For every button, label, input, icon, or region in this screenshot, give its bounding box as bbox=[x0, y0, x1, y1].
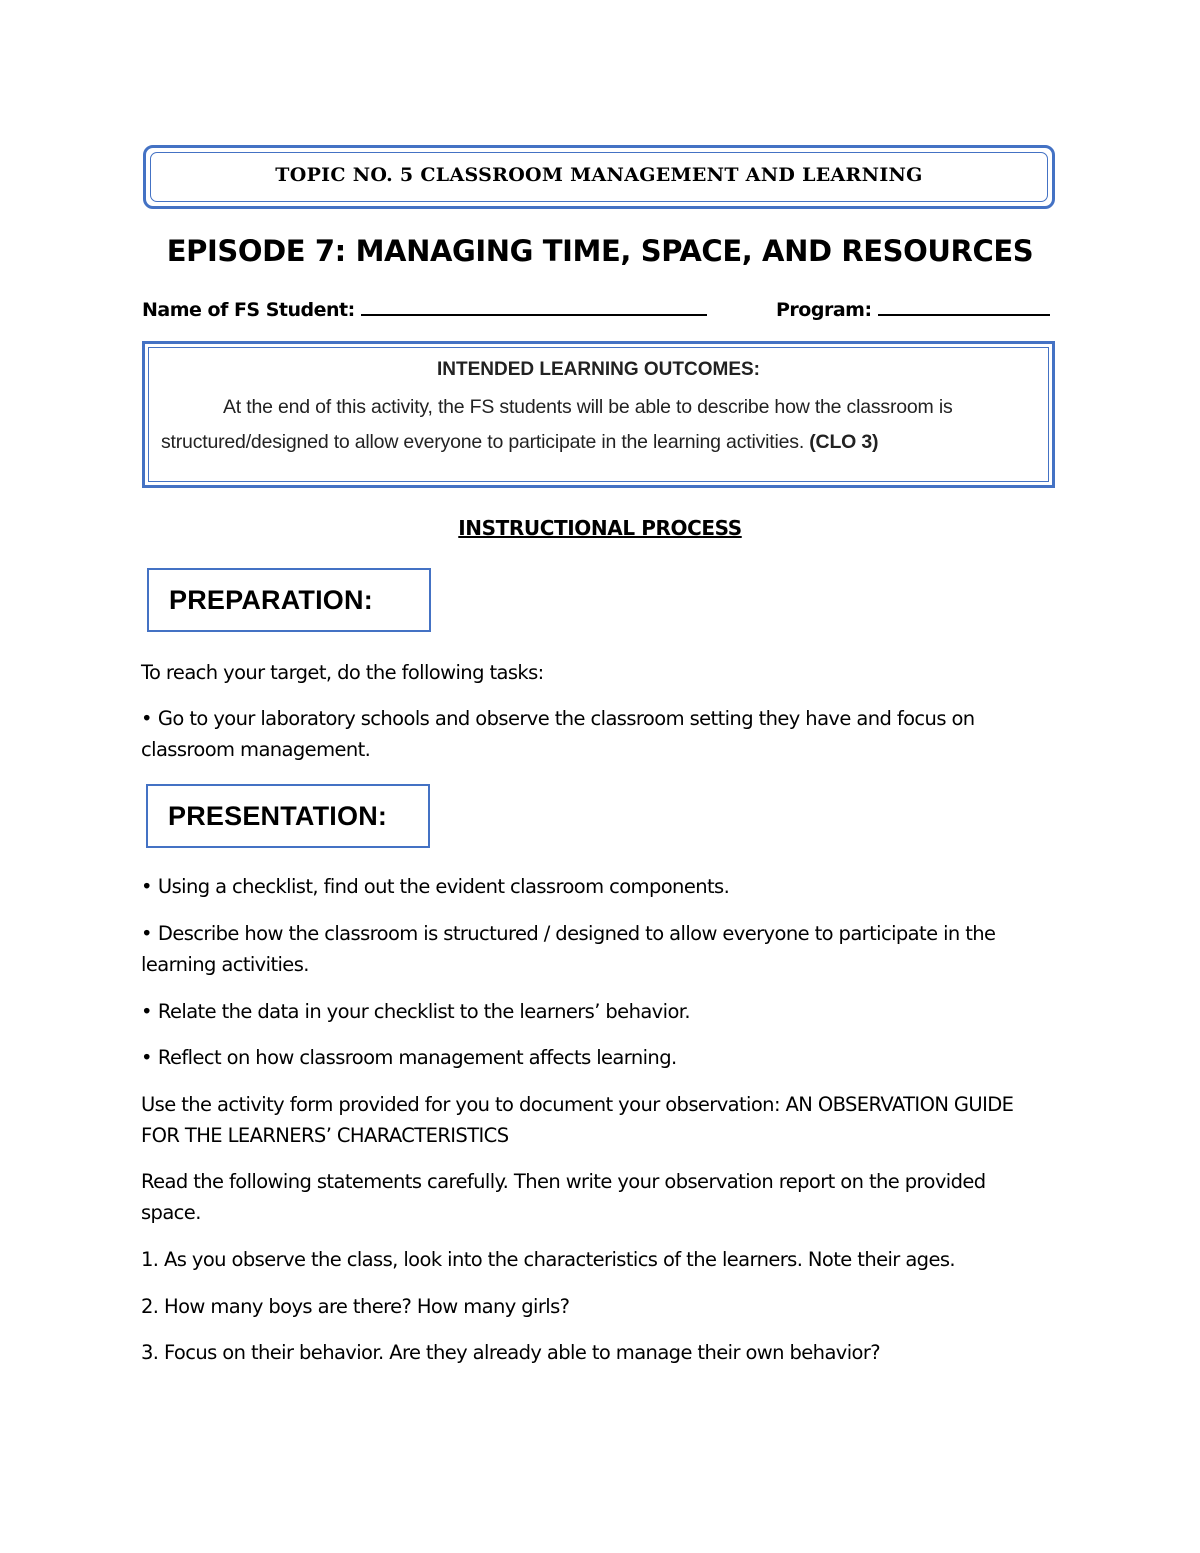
student-name-blank[interactable] bbox=[361, 296, 707, 316]
learning-outcomes-line-1: At the end of this activity, the FS students will be able to describe how the classroom is bbox=[223, 396, 953, 418]
topic-banner bbox=[143, 145, 1055, 209]
presentation-box bbox=[146, 784, 430, 848]
activity-form-line-2: FOR THE LEARNERS’ CHARACTERISTICS bbox=[141, 1124, 509, 1147]
read-statements-line-1: Read the following statements carefully. Then write your observation report on the provided bbox=[141, 1170, 986, 1193]
preparation-label: PREPARATION: bbox=[169, 585, 373, 615]
student-name-label: Name of FS Student: bbox=[142, 299, 355, 321]
learning-outcomes-body bbox=[161, 390, 1032, 460]
read-statements-line-2: space. bbox=[141, 1201, 201, 1224]
activity-form-line-1: Use the activity form provided for you to document your observation: AN OBSERVATION GUIDE bbox=[141, 1093, 1014, 1116]
program-blank[interactable] bbox=[878, 296, 1050, 316]
learning-outcomes-line-2-text: structured/designed to allow everyone to participate in the learning activities. bbox=[161, 431, 805, 453]
instructional-process-heading: INSTRUCTIONAL PROCESS bbox=[458, 516, 742, 540]
learning-outcomes-line-2 bbox=[161, 425, 1032, 460]
program-field bbox=[776, 296, 1050, 321]
preparation-bullet-1-line-2: classroom management. bbox=[141, 738, 371, 761]
learning-outcomes-box bbox=[142, 341, 1055, 488]
presentation-bullet-4: • Reflect on how classroom management affects learning. bbox=[141, 1042, 1061, 1073]
presentation-bullet-2-line-2: learning activities. bbox=[141, 953, 309, 976]
preparation-intro: To reach your target, do the following tasks: bbox=[141, 661, 544, 684]
question-1: 1. As you observe the class, look into the characteristics of the learners. Note their ages. bbox=[141, 1248, 956, 1271]
presentation-bullet-1: • Using a checklist, find out the evident classroom components. bbox=[141, 871, 1061, 902]
read-statements-paragraph bbox=[141, 1166, 1061, 1228]
presentation-bullet-3: • Relate the data in your checklist to the learners’ behavior. bbox=[141, 996, 1061, 1027]
preparation-bullet-1-line-1: • Go to your laboratory schools and observe the classroom setting they have and focus on bbox=[141, 703, 1061, 734]
episode-title: EPISODE 7: MANAGING TIME, SPACE, AND RESOURCES bbox=[166, 234, 1034, 268]
presentation-bullet-2-line-1: • Describe how the classroom is structured / designed to allow everyone to participate in the bbox=[141, 918, 1061, 949]
presentation-label: PRESENTATION: bbox=[168, 801, 388, 831]
question-3: 3. Focus on their behavior. Are they already able to manage their own behavior? bbox=[141, 1341, 881, 1364]
preparation-bullet-1 bbox=[141, 703, 1061, 765]
preparation-box bbox=[147, 568, 431, 632]
learning-outcomes-title: INTENDED LEARNING OUTCOMES: bbox=[437, 359, 760, 380]
student-name-field bbox=[142, 296, 707, 321]
topic-title: TOPIC NO. 5 CLASSROOM MANAGEMENT AND LEARNING bbox=[275, 164, 923, 186]
clo-reference: (CLO 3) bbox=[809, 431, 879, 453]
program-label: Program: bbox=[776, 299, 872, 321]
question-2: 2. How many boys are there? How many girls? bbox=[141, 1295, 570, 1318]
presentation-bullet-2 bbox=[141, 918, 1061, 980]
activity-form-paragraph bbox=[141, 1089, 1061, 1151]
